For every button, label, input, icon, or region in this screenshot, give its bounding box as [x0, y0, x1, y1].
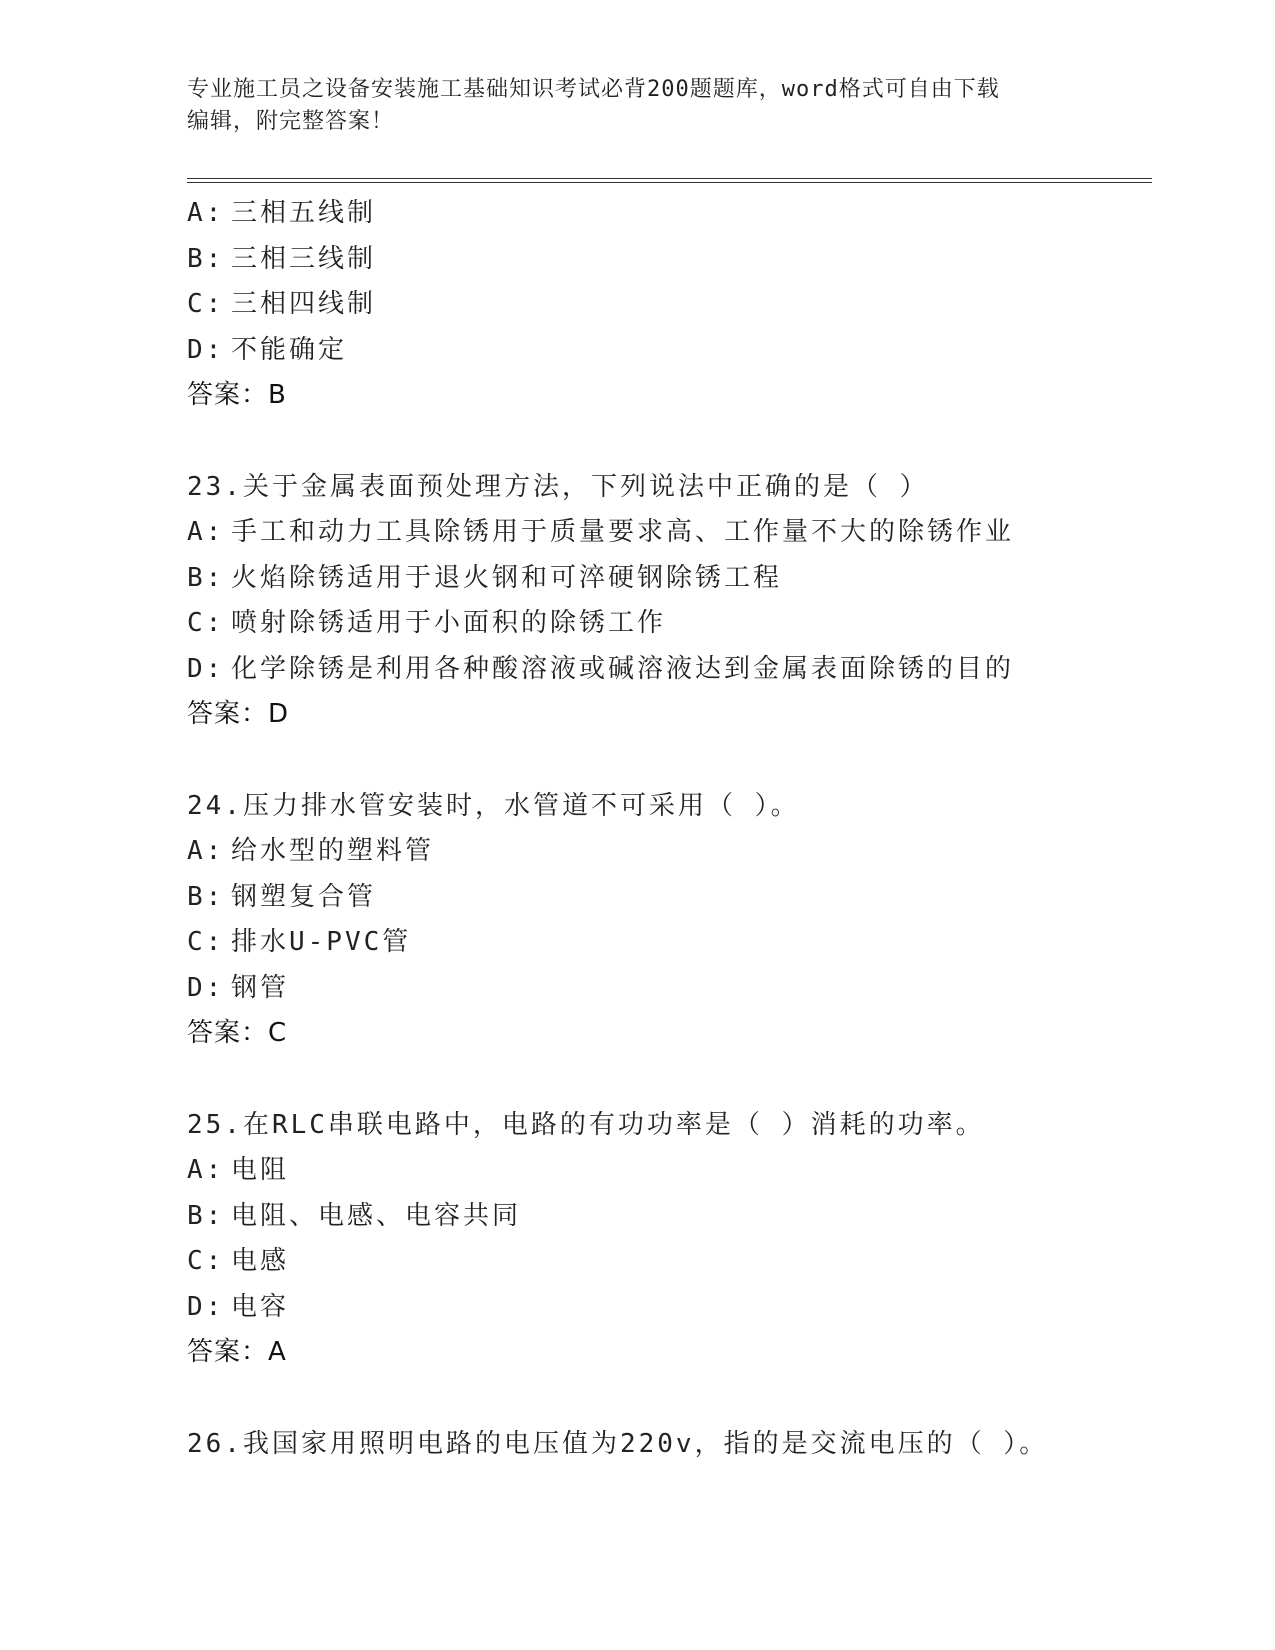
answer-line: 答案：C	[187, 1018, 288, 1048]
option-d: D: 电容	[187, 1291, 290, 1322]
option-a: A: 三相五线制	[187, 198, 377, 228]
option-b: B: 钢塑复合管	[187, 881, 377, 912]
option-c: C: 电感	[187, 1246, 290, 1276]
question-23-block	[187, 465, 1167, 738]
header-rule-top	[187, 178, 1152, 179]
question-text: 26.我国家用照明电路的电压值为220v，指的是交流电压的（ ）。	[187, 1428, 1049, 1459]
option-c: C: 三相四线制	[187, 289, 377, 319]
option-c: C: 排水U-PVC管	[187, 927, 412, 957]
spacer	[187, 738, 1167, 784]
option-a: A: 手工和动力工具除锈用于质量要求高、工作量不大的除锈作业	[187, 517, 1015, 547]
header-line-2: 编辑，附完整答案！	[187, 109, 395, 134]
option-d: D: 钢管	[187, 972, 290, 1003]
spacer	[187, 1376, 1167, 1422]
answer-line: 答案：B	[187, 380, 287, 410]
option-d: D: 化学除锈是利用各种酸溶液或碱溶液达到金属表面除锈的目的	[187, 653, 1015, 684]
question-text: 23.关于金属表面预处理方法，下列说法中正确的是（ ）	[187, 471, 929, 502]
option-a: A: 电阻	[187, 1155, 290, 1185]
answer-line: 答案：A	[187, 1337, 287, 1367]
option-b: B: 火焰除锈适用于退火钢和可淬硬钢除锈工程	[187, 562, 783, 593]
question-22-block	[187, 191, 1167, 419]
option-b: B: 电阻、电感、电容共同	[187, 1200, 522, 1231]
option-d: D: 不能确定	[187, 334, 348, 365]
question-text: 24.压力排水管安装时，水管道不可采用（ ）。	[187, 790, 800, 821]
option-c: C: 喷射除锈适用于小面积的除锈工作	[187, 608, 667, 638]
question-24-block	[187, 784, 1167, 1057]
question-text: 25.在RLC串联电路中，电路的有功功率是（ ）消耗的功率。	[187, 1109, 985, 1140]
document-header	[187, 74, 1067, 138]
question-list	[187, 191, 1167, 1467]
spacer	[187, 1057, 1167, 1103]
answer-line: 答案：D	[187, 699, 290, 729]
question-25-block	[187, 1103, 1167, 1376]
option-b: B: 三相三线制	[187, 243, 377, 274]
option-a: A: 给水型的塑料管	[187, 836, 435, 866]
header-rule-bottom	[187, 182, 1152, 183]
header-line-1: 专业施工员之设备安装施工基础知识考试必背200题题库，word格式可自由下载	[187, 77, 1000, 102]
spacer	[187, 419, 1167, 465]
question-26-block	[187, 1422, 1167, 1468]
